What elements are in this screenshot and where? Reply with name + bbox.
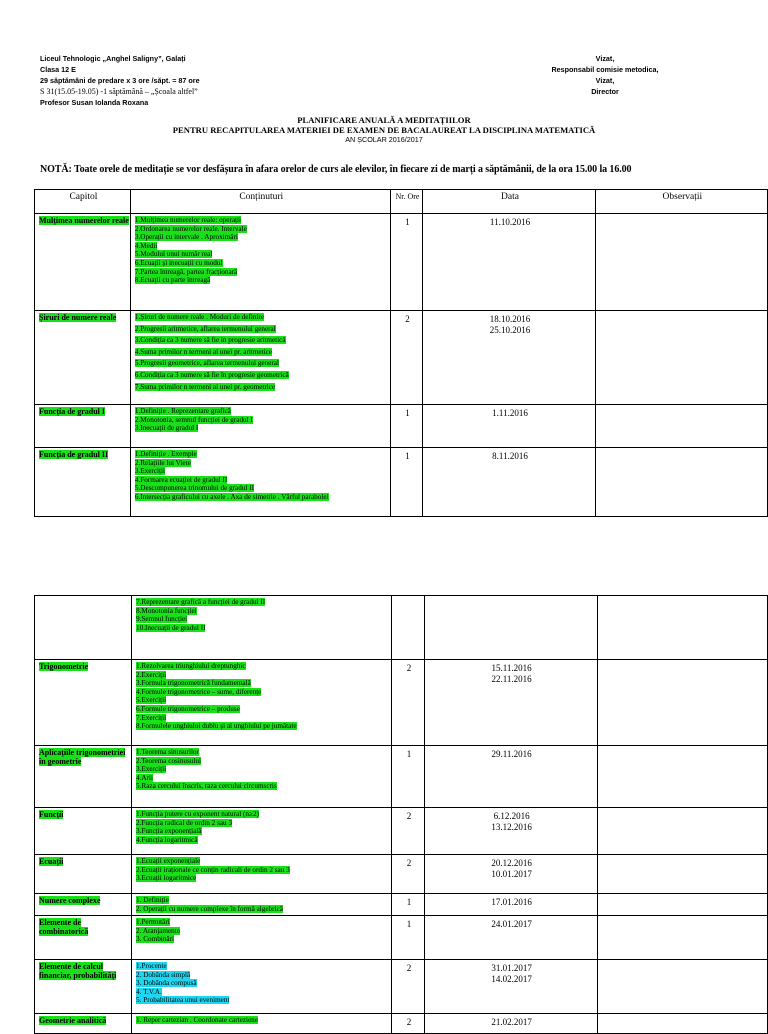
observatii-cell: [595, 311, 767, 405]
capitol-label: Șiruri de numere reale: [39, 313, 117, 322]
continuturi-cell: [132, 894, 392, 916]
date-cell: [424, 808, 597, 855]
capitol-cell: [35, 894, 132, 916]
nr-ore-cell: 1: [392, 894, 424, 916]
date-cell: [423, 311, 595, 405]
content-item: 3.Funcția exponențială: [136, 827, 202, 836]
date-cell: [424, 596, 597, 660]
content-item: 1.Definiție . Exemple: [134, 450, 197, 458]
document-title: [0, 116, 768, 145]
content-item: 2. Aranjamente: [136, 926, 180, 935]
date-value: 6.12.2016: [493, 811, 530, 821]
content-item: 4.Suma primilor n termeni ai unei pr. aritmetice: [134, 347, 272, 356]
nr-ore-cell: 2: [392, 1014, 424, 1034]
date-value: 20.12.2016: [491, 858, 532, 868]
content-item: 7.Reprezentare grafică a funcției de gradul II: [136, 598, 266, 606]
continuturi-cell: [130, 214, 390, 311]
date-value: 14.02.2017: [491, 974, 532, 984]
header-continuturi: Conținuturi: [130, 190, 390, 214]
content-item: 1. Reper cartezian . Coordonate carteziene: [136, 1016, 258, 1024]
content-item: 2.Relațiile lui Viete: [134, 458, 191, 467]
continuturi-cell: [132, 660, 392, 746]
content-item: 8.Ecuații cu parte întreagă: [134, 276, 211, 285]
content-item: 2.Teorema cosinusului: [136, 756, 201, 765]
date-value: 31.01.2017: [491, 963, 532, 973]
date-value: 10.01.2017: [491, 869, 532, 879]
continuturi-cell: [132, 808, 392, 855]
content-item: 2.Ecuații iraționale ce conțin radicali de ordin 2 sau 3: [136, 865, 290, 874]
capitol-label: Funcția de gradul I: [39, 407, 106, 416]
nr-ore-cell: 2: [392, 855, 424, 894]
content-item: 7.Exerciții: [136, 713, 167, 722]
content-item: 2.Monotonia, semnul funcției de gradul I: [134, 415, 253, 424]
content-item: 1.Ecuații exponențiale: [136, 857, 201, 865]
observatii-cell: [597, 808, 767, 855]
vizat-1: Vizat,: [595, 54, 615, 63]
content-item: 4.Formarea ecuației de gradul II: [134, 475, 228, 484]
content-item: 5.Exerciții: [136, 696, 167, 705]
content-item: 5.Raza cercului înscris, raza cercului circumscris: [136, 782, 277, 791]
date-value: 13.12.2016: [491, 822, 532, 832]
title-line-2: PENTRU RECAPITULAREA MATERIEI DE EXAMEN DE BACALAUREAT LA DISCIPLINA MATEMATICĂ: [172, 124, 596, 135]
content-item: 1.Permutări: [136, 918, 170, 926]
title-line-3: AN ȘCOLAR 2016/2017: [345, 135, 423, 144]
capitol-cell: [35, 448, 131, 517]
content-item: 6.Formule trigonometrice – produse: [136, 704, 240, 713]
capitol-cell: [35, 660, 132, 746]
observatii-cell: [597, 916, 767, 960]
content-item: 6.Intersecția graficului cu axele . Axa de simetrie . Vârful parabolei: [134, 492, 329, 501]
content-item: 2.Ordonarea numerelor reale. Intervale: [134, 224, 247, 233]
capitol-cell: [35, 916, 132, 960]
observatii-cell: [597, 960, 767, 1014]
content-item: 1.Procente: [136, 962, 167, 970]
continuturi-cell: [130, 448, 390, 517]
header-right: [520, 53, 690, 97]
content-item: 4.Formule trigonometrice – sume, diferențe: [136, 687, 262, 696]
date-value: 25.10.2016: [489, 325, 531, 335]
header-observatii: Observații: [595, 190, 767, 214]
observatii-cell: [597, 746, 767, 808]
teacher-name: Profesor Susan Iolanda Roxana: [40, 98, 149, 107]
table-row: [35, 214, 768, 311]
capitol-cell: [35, 808, 132, 855]
header-left: [40, 53, 200, 108]
continuturi-cell: [132, 916, 392, 960]
observatii-cell: [595, 448, 767, 517]
responsabil-label: Responsabil comisie metodica,: [551, 65, 659, 74]
capitol-label: Aplicațiile trigonometriei în geometrie: [39, 748, 126, 766]
date-value: 24.01.2017: [491, 919, 532, 929]
capitol-cell: [35, 960, 132, 1014]
header-capitol: Capitol: [35, 190, 131, 214]
content-item: 10.Inecuații de gradul II: [136, 623, 206, 632]
capitol-label: Numere complexe: [39, 896, 101, 905]
planning-table-1: [34, 189, 768, 517]
content-item: 8.Monotonia funcției: [136, 606, 197, 615]
header-nr-ore: Nr. Ore: [390, 190, 423, 214]
content-item: 4.Arii: [136, 773, 153, 782]
table-row: [35, 660, 768, 746]
continuturi-cell: [130, 311, 390, 405]
capitol-cell: [35, 855, 132, 894]
observatii-cell: [597, 596, 767, 660]
header-data: Data: [423, 190, 595, 214]
content-item: 1.Rezolvarea triunghiului dreptunghic: [136, 662, 246, 670]
table-row: [35, 448, 768, 517]
table-row: [35, 916, 768, 960]
capitol-label: Elemente de combinatorică: [39, 918, 89, 936]
content-item: 5.Descompunerea trinomului de gradul II: [134, 484, 255, 493]
date-value: 29.11.2016: [491, 749, 532, 759]
observatii-cell: [595, 214, 767, 311]
nr-ore-cell: 2: [390, 311, 423, 405]
director-label: Director: [591, 87, 619, 96]
date-cell: [424, 660, 597, 746]
continuturi-cell: [132, 596, 392, 660]
date-cell: [424, 855, 597, 894]
table-row: [35, 808, 768, 855]
nr-ore-cell: 1: [390, 214, 423, 311]
content-item: 7.Suma primilor n termeni ai unei pr. geometrice: [134, 382, 276, 391]
date-cell: [423, 448, 595, 517]
continuturi-cell: [130, 405, 390, 448]
weeks-info: 29 săptămâni de predare x 3 ore /săpt. = 87 ore: [40, 76, 200, 85]
capitol-cell: [35, 596, 132, 660]
observatii-cell: [597, 660, 767, 746]
nr-ore-cell: 2: [392, 660, 424, 746]
date-value: 8.11.2016: [492, 451, 528, 461]
nr-ore-cell: 1: [390, 448, 423, 517]
capitol-cell: [35, 405, 131, 448]
content-item: 2. Operații cu numere complexe în formă algebrică: [136, 904, 283, 913]
date-cell: [423, 214, 595, 311]
content-item: 2.Funcția radical de ordin 2 sau 3: [136, 818, 233, 827]
content-item: 3. Dobânda compusă: [136, 979, 197, 988]
capitol-label: Trigonometrie: [39, 662, 89, 671]
nota-text: NOTĂ: Toate orele de meditație se vor desfășura în afara orelor de curs ale elevilor, în fiecare zi de marți a săptămânii, de la ora 15.00 la 16.00: [40, 164, 632, 175]
content-item: 3.Inecuații de gradul I: [134, 424, 199, 433]
capitol-label: Mulțimea numerelor reale: [39, 216, 129, 225]
table-row: [35, 596, 768, 660]
content-item: 2. Dobânda simplă: [136, 970, 191, 979]
content-item: 4. T.V.A.: [136, 987, 162, 996]
content-item: 5. Probabilitatea unui eveniment: [136, 996, 230, 1005]
date-value: 17.01.2016: [491, 897, 532, 907]
continuturi-cell: [132, 855, 392, 894]
date-cell: [424, 916, 597, 960]
date-value: 11.10.2016: [489, 217, 531, 227]
table-row: [35, 960, 768, 1014]
content-item: 5.Progresii geometrice, aflarea termenului general: [134, 359, 279, 368]
nr-ore-cell: 1: [390, 405, 423, 448]
nr-ore-cell: [392, 596, 424, 660]
table-row: [35, 855, 768, 894]
table-row: [35, 894, 768, 916]
nr-ore-cell: 2: [392, 960, 424, 1014]
content-item: 3. Combinări: [136, 935, 174, 944]
nr-ore-cell: 2: [392, 808, 424, 855]
observatii-cell: [597, 894, 767, 916]
date-value: 22.11.2016: [491, 674, 532, 684]
content-item: 7.Partea întreagă, partea fracționară: [134, 267, 238, 276]
capitol-label: Funcția de gradul II: [39, 450, 109, 459]
content-item: 2.Progresii aritmetice, aflarea termenului general: [134, 324, 276, 333]
date-cell: [424, 960, 597, 1014]
table-row: [35, 746, 768, 808]
content-item: 3.Operații cu intervale . Aproximări: [134, 233, 238, 242]
content-item: 8.Formulele unghiului dublu și al unghiului pe jumătate: [136, 722, 297, 731]
capitol-cell: [35, 311, 131, 405]
content-item: 4.Medii: [134, 241, 158, 250]
content-item: 3.Ecuații logaritmice: [136, 874, 197, 883]
date-value: 18.10.2016: [489, 314, 531, 324]
capitol-cell: [35, 214, 131, 311]
planning-table-2: [34, 595, 768, 1034]
content-item: 6.Condiția ca 3 numere să fie în progresie geometrică: [134, 370, 289, 379]
content-item: 4.Funcția logaritmică: [136, 835, 198, 844]
content-item: 3.Exerciții: [134, 467, 165, 476]
date-value: 1.11.2016: [492, 408, 528, 418]
observatii-cell: [595, 405, 767, 448]
content-item: 6.Ecuații și inecuații cu modul: [134, 258, 223, 267]
date-value: 15.11.2016: [491, 663, 532, 673]
content-item: 9.Semnul funcției: [136, 615, 188, 624]
week31-info: S 31(15.05-19.05) -1 săptămână – „Școala altfel”: [40, 87, 198, 96]
continuturi-cell: [132, 960, 392, 1014]
content-item: 1.Șiruri de numere reale . Moduri de definire: [134, 313, 264, 321]
content-item: 1.Definiție . Reprezentare grafică: [134, 407, 231, 415]
date-cell: [424, 746, 597, 808]
content-item: 1.Mulțimea numerelor reale: operații: [134, 216, 242, 224]
continuturi-cell: [132, 746, 392, 808]
content-item: 1. Definiție: [136, 896, 169, 904]
content-item: 1.Funcția putere cu exponent natural (n≥2): [136, 810, 259, 818]
date-cell: [424, 894, 597, 916]
content-item: 2.Exerciții: [136, 670, 167, 679]
nr-ore-cell: 1: [392, 746, 424, 808]
capitol-label: Ecuații: [39, 857, 64, 866]
vizat-2: Vizat,: [595, 76, 615, 85]
school-name: Liceul Tehnologic „Anghel Saligny”, Galați: [40, 54, 186, 63]
title-line-1: PLANIFICARE ANUALĂ A MEDITAȚIILOR: [297, 115, 471, 125]
date-cell: [423, 405, 595, 448]
content-item: 3.Formula trigonometrică fundamentală: [136, 679, 251, 688]
table-row: [35, 405, 768, 448]
capitol-cell: [35, 746, 132, 808]
capitol-label: Geometrie analitică: [39, 1016, 107, 1025]
table-row: [35, 311, 768, 405]
content-item: 1.Teorema sinusurilor: [136, 748, 200, 756]
capitol-label: Elemente de calcul financiar, probabilități: [39, 962, 117, 980]
content-item: 3.Exerciții: [136, 765, 167, 774]
date-value: 21.02.2017: [491, 1017, 532, 1027]
capitol-label: Funcții: [39, 810, 64, 819]
observatii-cell: [597, 855, 767, 894]
class-name: Clasa 12 E: [40, 65, 76, 74]
nr-ore-cell: 1: [392, 916, 424, 960]
content-item: 5.Modulul unui număr real: [134, 250, 213, 259]
content-item: 3.Condiția ca 3 numere să fie în progresie aritmetică: [134, 336, 286, 345]
